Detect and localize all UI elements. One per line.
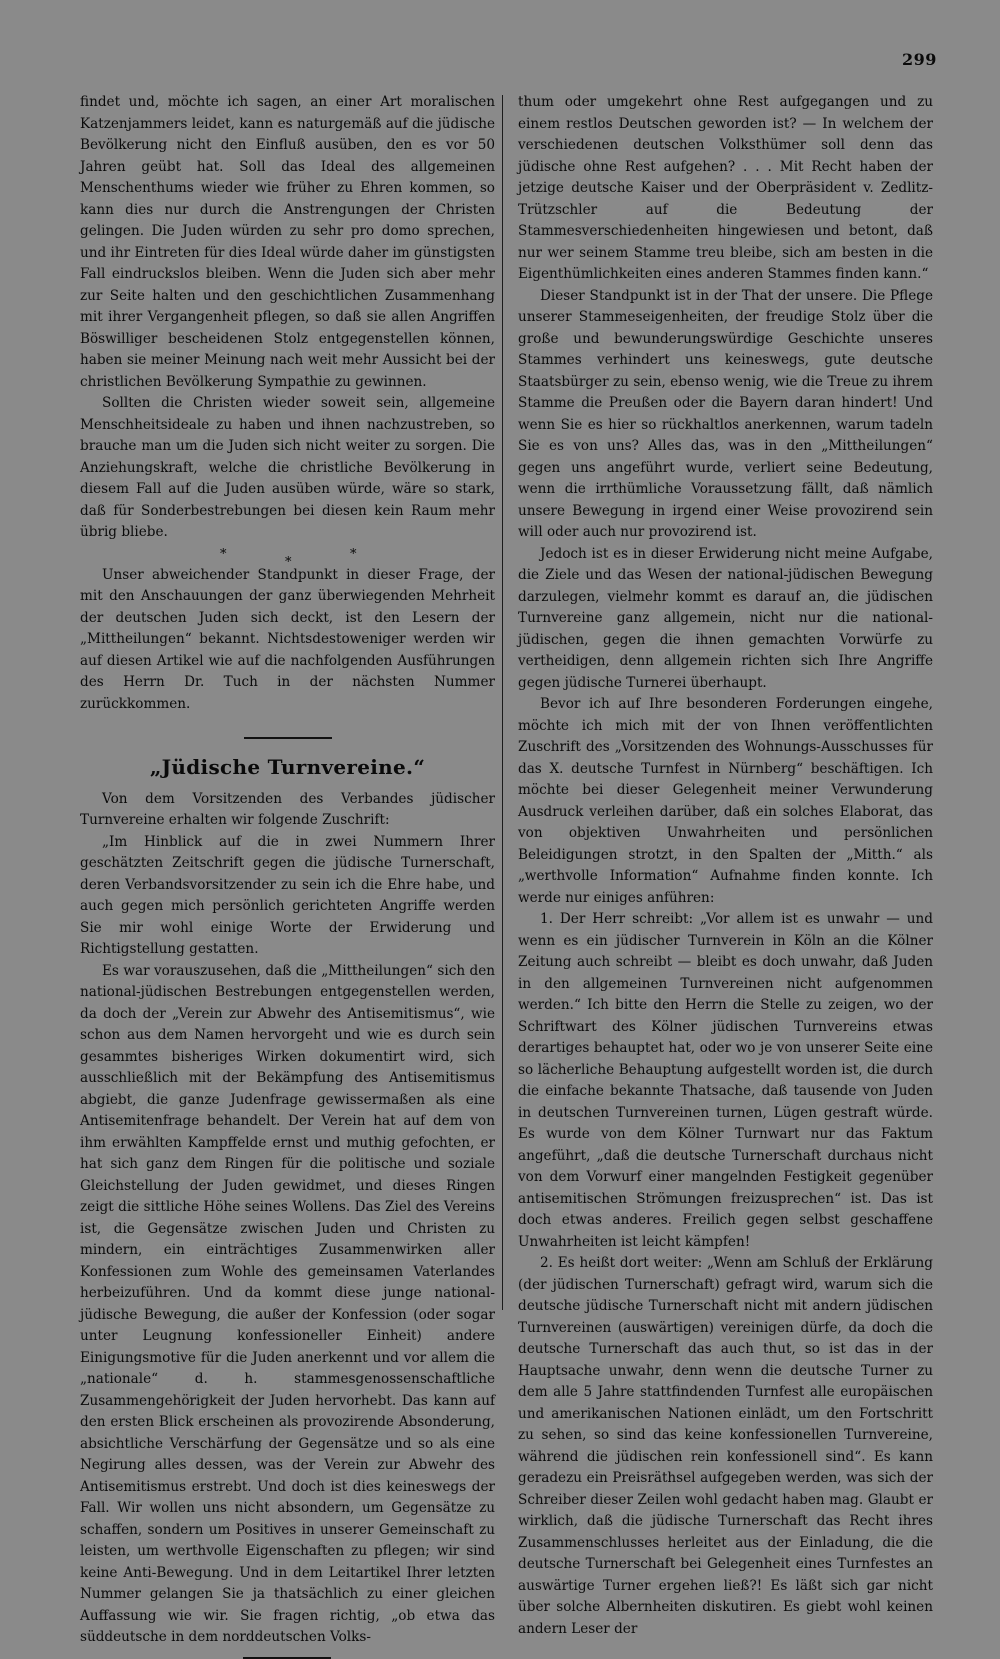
article-paragraph: Es war vorauszusehen, daß die „Mittheilungen“ sich den national-jüdischen Bestrebungen entgegenstellen werden, da doch der „Verein zur Abwehr des Antisemitismus“, wie schon aus dem Namen hervorgeht und wie es durch sein gesammtes bisheriges Wirken dokumentirt wird, sich ausschließlich mit der Bekämpfung des Antisemitismus abgiebt, die ganze Judenfrage gewissermaßen als eine Antisemitenfrage behandelt. Der Verein hat auf dem von ihm erwählten Kampffelde ernst und muthig gefochten, er hat sich ganz dem Ringen für die politische und soziale Gleichstellung der Juden gewidmet, und dieses Ringen zeigt die sittliche Höhe seines Wollens. Das Ziel des Vereins ist, die Gegensätze zwischen Juden und Christen zu mindern, ein einträchtiges Zusammenwirken aller Konfessionen zum Wohle des gemeinsamen Vaterlandes herbeizuführen. Und da kommt diese junge national-jüdische Bewegung, die außer der Konfession (oder sogar unter Leugnung konfessioneller Einheit) andere Einigungsmotive für die Juden anerkennt und vor allem die „nationale“ d. h. stammesgenossenschaftliche Zusammengehörigkeit der Juden hervorhebt. Das kann auf den ersten Blick erscheinen als provozirende Absonderung, absichtliche Verschärfung der Gegensätze und so als eine Negirung alles dessen, was der Verein zur Abwehr des Antisemitismus erstrebt. Und doch ist dies keineswegs der Fall. Wir wollen uns nicht absondern, um Gegensätze zu schaffen, sondern um Positives in unserer Gemeinschaft zu leisten, um werthvolle Eigenschaften zu pflegen; wir sind keine Anti-Bewegung. Und in dem Leitartikel Ihrer letzten Nummer gelangen Sie ja thatsächlich zu einer gleichen Auffassung wie wir. Sie fragen richtig, „ob etwa das süddeutsche in dem norddeutschen Volks- [80, 962, 495, 1645]
article-paragraph: findet und, möchte ich sagen, an einer Art moralischen Katzenjammers leidet, kann es naturgemäß auf die jüdische Bevölkerung nicht den Einfluß ausüben, den es vor 50 Jahren geübt hat. Soll das Ideal des allgemeinen Menschenthums wieder wie früher zu Ehren kommen, so kann dies nur durch die Anstrengungen der Christen gelingen. Die Juden würden zu sehr pro domo sprechen, und ihr Eintreten für dies Ideal würde daher im günstigsten Fall eindruckslos bleiben. Wenn die Juden sich aber mehr zur Seite halten und den geschichtlichen Zusammenhang mit ihrer Vergangenheit pflegen, so daß sie allen Angriffen Böswilliger bescheidenen Stolz entgegenstellen können, haben sie meiner Meinung nach weit mehr Aussicht bei der christlichen Bevölkerung Sympathie zu gewinnen. [80, 94, 495, 390]
article-paragraph: thum oder umgekehrt ohne Rest aufgegangen und zu einem restlos Deutschen geworden ist? — In welchem der verschiedenen deutschen Volksthümer soll denn das jüdische ohne Rest aufgehen? . . . Mit Recht haben der jetzige deutsche Kaiser und der Oberpräsident v. Zedlitz-Trützschler auf die Bedeutung der Stammesverschiedenheiten hingewiesen und betont, daß nur wer seinem Stamme treu bleibe, sich am besten in die Eigenthümlichkeiten eines anderen Stammes finden kann.“ [518, 94, 933, 282]
article-paragraph: Bevor ich auf Ihre besonderen Forderungen eingehe, möchte ich mich mit der von Ihnen veröffentlichten Zuschrift des „Vorsitzenden des Wohnungs-Ausschusses für das X. deutsche Turnfest in Nürnberg“ beschäftigen. Ich möchte bei dieser Gelegenheit meiner Verwunderung Ausdruck verleihen darüber, daß ein solches Elaborat, das von objektiven Unwahrheiten und persönlichen Beleidigungen strotzt, in den Spalten der „Mitth.“ als „werthvolle Information“ Aufnahme finden konnte. Ich werde nur einiges anführen: [518, 696, 933, 906]
article-paragraph: „Im Hinblick auf die in zwei Nummern Ihrer geschätzten Zeitschrift gegen die jüdische Turnerschaft, deren Verbandsvorsitzender zu sein ich die Ehre habe, und auch gegen mich persönlich gerichteten Angriffe werden Sie mir wohl einige Worte der Erwiderung und Richtigstellung gestatten. [80, 833, 495, 957]
column-divider [502, 95, 503, 1310]
section-title: „Jüdische Turnvereine.“ [149, 755, 426, 779]
right-column [518, 92, 933, 1640]
article-paragraph: Von dem Vorsitzenden des Verbandes jüdischer Turnvereine erhalten wir folgende Zuschrift: [80, 790, 495, 828]
article-paragraph: Jedoch ist es in dieser Erwiderung nicht meine Aufgabe, die Ziele und das Wesen der national-jüdischen Bewegung darzulegen, vielmehr kommt es darauf an, die jüdischen Turnvereine ganz allgemein, nicht nur die national-jüdischen, gegen die ihnen gemachten Vorwürfe zu vertheidigen, denn allgemein richten sich Ihre Angriffe gegen jüdische Turnerei überhaupt. [518, 545, 933, 691]
page-number: 299 [902, 50, 937, 69]
asterisk: * [350, 546, 357, 562]
article-paragraph: Dieser Standpunkt ist in der That der unsere. Die Pflege unserer Stammeseigenheiten, der freudige Stolz über die große und bewunderungswürdige Geschichte unseres Stammes verhindert uns keineswegs, gute deutsche Staatsbürger zu sein, ebenso wenig, wie die Treue zu ihrem Stamme die Preußen oder die Bayern daran hindert! Und wenn Sie es hier so rückhaltlos anerkennen, warum tadeln Sie es von uns? Alles das, was in den „Mittheilungen“ gegen uns angeführt wurde, verliert seine Bedeutung, wenn die irrthümliche Voraussetzung fällt, daß nämlich unsere Bewegung in irgend einer Weise provozirend sein will oder auch nur provozirend ist. [518, 287, 933, 540]
left-column [80, 92, 495, 1659]
asterisk: * [220, 546, 227, 562]
article-paragraph: Sollten die Christen wieder soweit sein, allgemeine Menschheitsideale zu haben und ihnen nachzustreben, so brauche man um die Juden sich nicht weiter zu sorgen. Die Anziehungskraft, welche die christliche Bevölkerung in diesem Fall auf die Juden ausüben würde, wäre so stark, daß für Sonderbestrebungen bei diesen kein Raum mehr übrig bliebe. [80, 395, 495, 540]
section-asterisks [80, 544, 495, 570]
editor-note: Unser abweichender Standpunkt in dieser Frage, der mit den Anschauungen der ganz überwiegenden Mehrheit der deutschen Juden sich deckt, ist den Lesern der „Mittheilungen“ bekannt. Nichtsdestoweniger werden wir auf diesen Artikel wie auf die nachfolgenden Ausführungen des Herrn Dr. Tuch in der nächsten Nummer zurückkommen. [80, 566, 495, 712]
bottom-divider [243, 1657, 331, 1659]
asterisk: * [285, 554, 292, 570]
section-divider [244, 737, 332, 739]
article-paragraph: 2. Es heißt dort weiter: „Wenn am Schluß der Erklärung (der jüdischen Turnerschaft) gefragt wird, warum sich die deutsche jüdische Turnerschaft nicht mit andern jüdischen Turnvereinen (auswärtigen) vereinigen dürfe, da doch die deutsche Turnerschaft das auch thut, so ist das in der Hauptsache unwahr, denn wenn die deutsche Turner zu dem alle 5 Jahre stattfindenden Turnfest alle europäischen und amerikanischen Nationen einlädt, um den Fortschritt zu sehen, so sind das keine konfessionellen Turnvereine, während die jüdischen rein konfessionell sind“. Es kann geradezu ein Preisräthsel aufgegeben werden, was sich der Schreiber dieser Zeilen wohl gedacht haben mag. Glaubt er wirklich, daß die jüdische Turnerschaft das Recht ihres Zusammenschlusses herleitet aus der Einladung, die die deutsche Turnerschaft bei Gelegenheit eines Turnfestes an auswärtige Turner ergehen ließ?! Es läßt sich gar nicht über solche Albernheiten diskutiren. Es giebt wohl keinen andern Leser der [518, 1255, 933, 1637]
article-paragraph: 1. Der Herr schreibt: „Vor allem ist es unwahr — und wenn es ein jüdischer Turnverein in Köln an die Kölner Zeitung auch schreibt — bleibt es doch unwahr, daß Juden in den allgemeinen Turnvereinen nicht aufgenommen werden.“ Ich bitte den Herrn die Stelle zu zeigen, wo der Schriftwart des Kölner jüdischen Turnvereins etwas derartiges behauptet hat, oder wo je von unserer Seite eine so lächerliche Behauptung aufgestellt worden ist, die durch die einfache bekannte Thatsache, daß tausende von Juden in deutschen Turnvereinen turnen, Lügen gestraft würde. Es wurde von dem Kölner Turnwart nur das Faktum angeführt, „daß die deutsche Turnerschaft durchaus nicht von dem Vorwurf einer mangelnden Festigkeit gegenüber antisemitischen Strömungen freizusprechen“ ist. Das ist doch etwas anderes. Freilich gegen selbst geschaffene Unwahrheiten ist leicht kämpfen! [518, 911, 933, 1250]
